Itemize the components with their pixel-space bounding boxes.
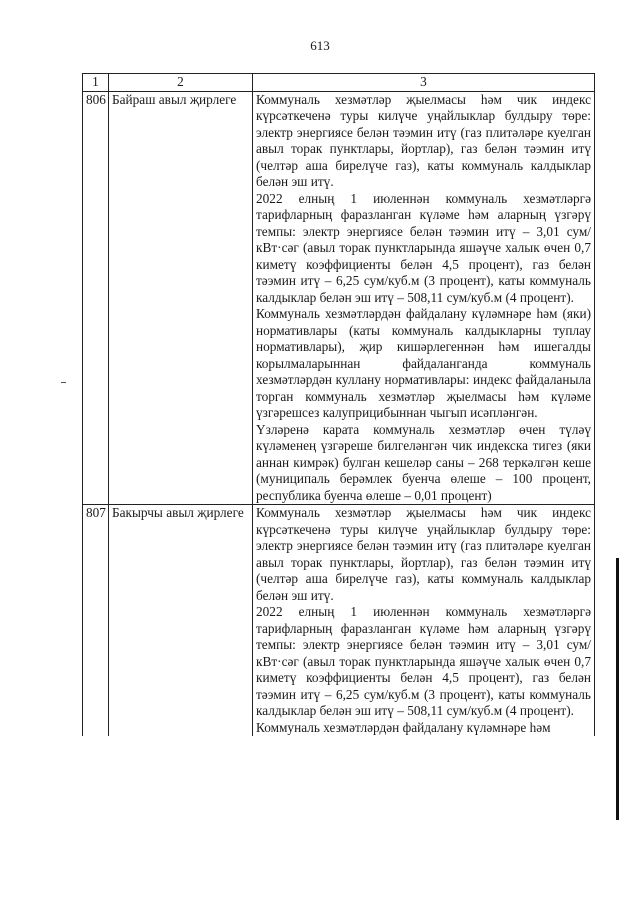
header-col-1: 1: [83, 74, 109, 92]
paragraph: 2022 елның 1 июленнән коммуналь хезмәтләргә тарифларның фаразланган күләме һәм аларның үзгәрү темпы: электр энергиясе белән тәэмин итү – 3,01 сум/кВт·сәг (авыл торак пунктларында яшәүче халык өчен 0,7 киметү коэффициенты белән 4,5 процент), газ белән тәэмин итү – 6,25 сум/куб.м (3 процент), каты коммуналь калдыклар белән эш итү – 508,11 сум/куб.м (4 процент).: [256, 190, 591, 305]
row-number: 806: [83, 91, 109, 505]
paragraph: Коммуналь хезмәтләр җыелмасы һәм чик индекс күрсәткеченә туры килүче уңайлыклар булдыру төре: электр энергиясе белән тәэмин итү (газ плитәләре куелган авыл торак пунктлары, йортлар), газ белән тәэмин итү (челтәр аша бирелүче газ), каты коммуналь калдыклар белән эш итү.: [256, 91, 591, 189]
document-table: [82, 73, 595, 736]
table-row: [83, 91, 595, 505]
header-col-3: 3: [253, 74, 595, 92]
paragraph: Үзләренә карата коммуналь хезмәтләр өчен түләү күләменең үзгәреше билгеләнгән чик индекска тигез (яки аннан кимрәк) булган кешеләр саны – 268 теркәлгән кеше (муниципаль берәмлек буенча өлеше – 100 процент, республика буенча өлеше – 0,01 процент): [256, 421, 591, 503]
page-number: 613: [310, 38, 330, 53]
row-description: [253, 91, 595, 505]
scan-margin-bar: [616, 558, 619, 820]
paragraph: Коммуналь хезмәтләрдән файдалану күләмнәре һәм (яки) нормативлары (каты коммуналь калдыкларны туплау нормативлары), җир кишәрлегеннән һәм ишегалды корылмаларыннан файдаланганда коммуналь хезмәтләрдән куллану нормативлары: индекс файдаланыла торган коммуналь хезмәтләр җыелмасы һәм күләме үзгәрешсез калуприцибыннан чыгып исәпләнгән.: [256, 306, 591, 420]
header-col-2: 2: [109, 74, 253, 92]
row-description: [253, 505, 595, 737]
header-row: [83, 74, 595, 92]
paragraph: 2022 елның 1 июленнән коммуналь хезмәтләргә тарифларның фаразланган күләме һәм аларның үзгәрү темпы: электр энергиясе белән тәэмин итү – 3,01 сум/кВт·сәг (авыл торак пунктларында яшәүче халык өчен 0,7 киметү коэффициенты белән 4,5 процент), газ белән тәэмин итү – 6,25 сум/куб.м (3 процент), каты коммуналь калдыклар белән эш итү – 508,11 сум/куб.м (4 процент).: [256, 604, 591, 718]
table-row: [83, 505, 595, 737]
settlement-name: Бакырчы авыл җирлеге: [109, 505, 253, 737]
paragraph: Коммуналь хезмәтләр җыелмасы һәм чик индекс күрсәткеченә туры килүче уңайлыклар булдыру төре: электр энергиясе белән тәэмин итү (газ плитәләре куелган авыл торак пунктлары, йортлар), газ белән тәэмин итү (челтәр аша бирелүче газ), каты коммуналь калдыклар белән эш итү.: [256, 505, 591, 603]
row-number: 807: [83, 505, 109, 737]
paragraph: Коммуналь хезмәтләрдән файдалану күләмнәре һәм: [256, 719, 551, 735]
settlement-name: Байраш авыл җирлеге: [109, 91, 253, 505]
scan-speck: [61, 382, 66, 383]
